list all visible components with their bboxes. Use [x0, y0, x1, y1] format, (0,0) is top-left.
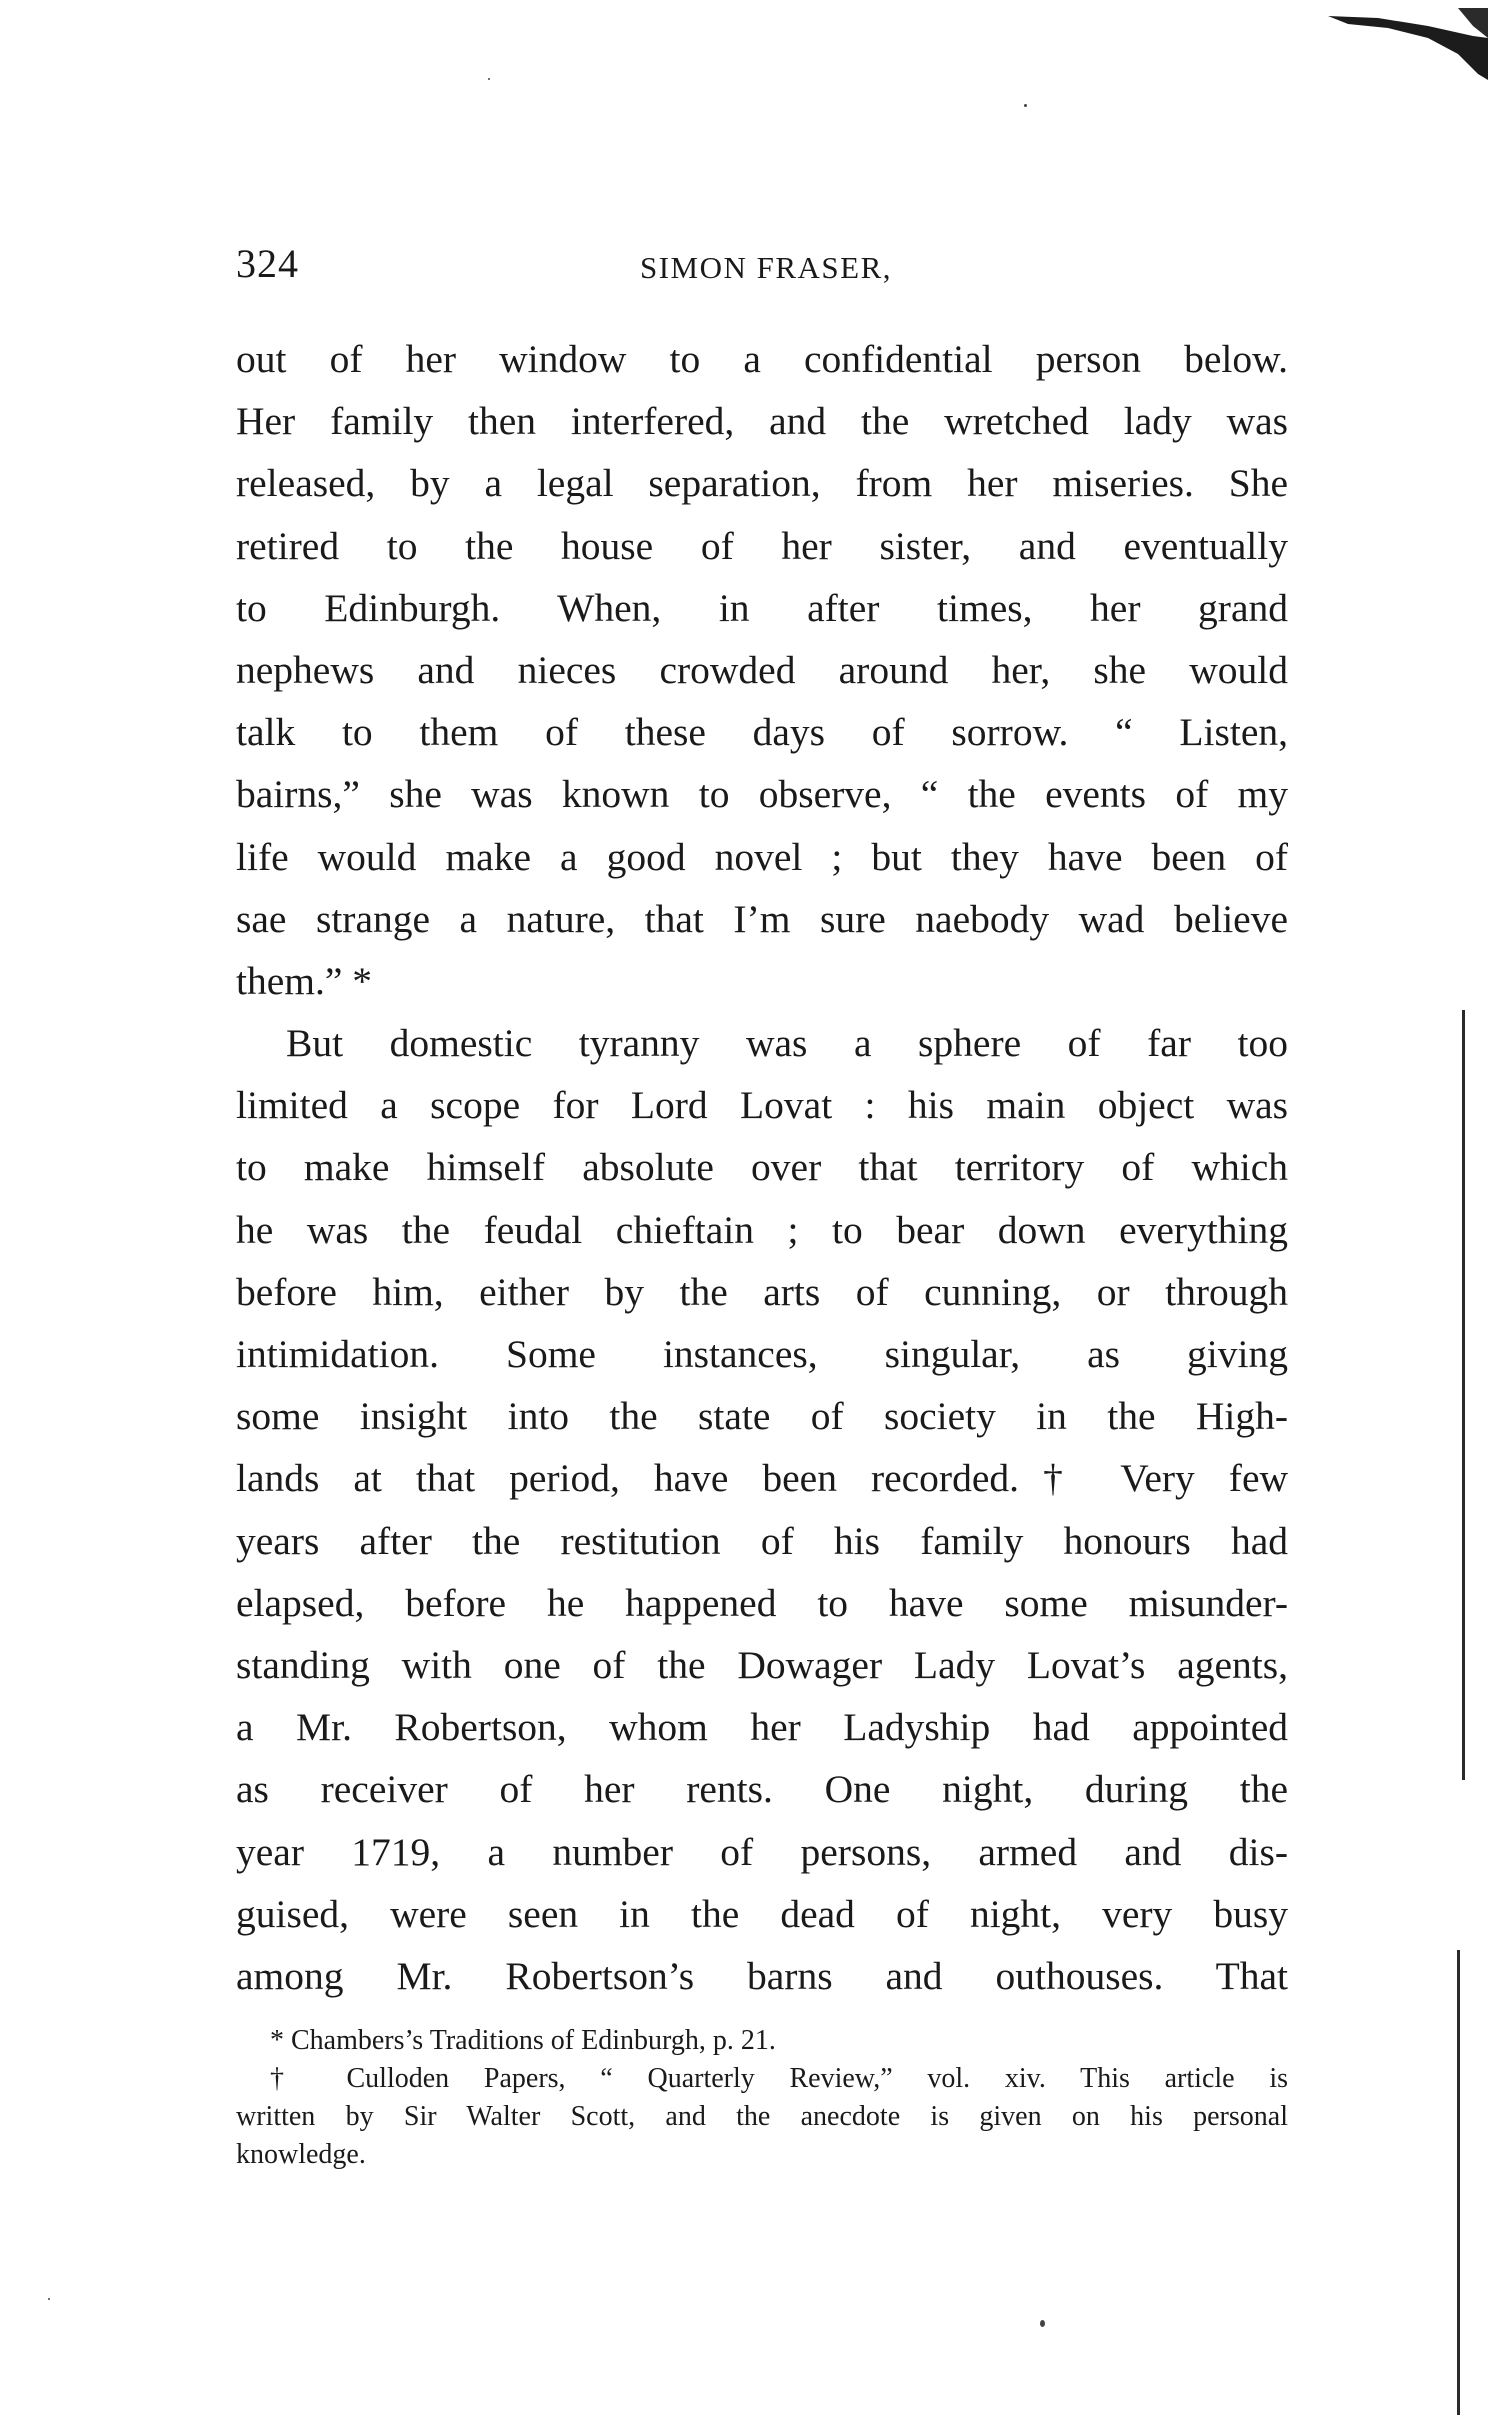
text-line: a Mr. Robertson, whom her Ladyship had appointed	[236, 1705, 1288, 1750]
text-line: sae strange a nature, that I’m sure naebody wad believe	[236, 896, 1288, 941]
speck	[48, 2298, 50, 2300]
text-line: life would make a good novel ; but they have been of	[236, 834, 1288, 879]
text-line: as receiver of her rents. One night, during the	[236, 1767, 1288, 1812]
text-line: among Mr. Robertson’s barns and outhouses. That	[236, 1953, 1288, 1998]
text-line: standing with one of the Dowager Lady Lovat’s agents,	[236, 1642, 1288, 1687]
footnote-chambers: * Chambers’s Traditions of Edinburgh, p. 21.	[270, 2025, 776, 2056]
text-line: lands at that period, have been recorded.† Very few	[236, 1456, 1288, 1501]
text-line: intimidation. Some instances, singular, as giving	[236, 1332, 1288, 1376]
text-line: them.” *	[236, 958, 373, 1003]
text-line: out of her window to a confidential person below.	[236, 337, 1288, 381]
text-line: elapsed, before he happened to have some misunder-	[236, 1580, 1288, 1625]
text-line: nephews and nieces crowded around her, she would	[236, 647, 1288, 692]
right-edge-line-upper	[1462, 1010, 1465, 1780]
page-header	[236, 240, 1296, 310]
body-text	[236, 328, 1288, 2007]
footnote-culloden-continued: written by Sir Walter Scott, and the anecdote is given on his personal	[236, 2101, 1288, 2132]
text-line: guised, were seen in the dead of night, very busy	[236, 1891, 1288, 1936]
footnote-culloden: † Culloden Papers, “ Quarterly Review,” vol. xiv. This article is	[270, 2063, 1288, 2094]
text-line: limited a scope for Lord Lovat : his main object was	[236, 1083, 1288, 1128]
text-line: retired to the house of her sister, and eventually	[236, 523, 1288, 568]
speck	[488, 78, 490, 80]
text-line: some insight into the state of society in the High-	[236, 1394, 1288, 1439]
speck	[1024, 104, 1027, 107]
page-number: 324	[236, 241, 299, 286]
text-line: released, by a legal separation, from her miseries. She	[236, 461, 1288, 506]
footnotes	[236, 2022, 1288, 2174]
running-head: SIMON FRASER,	[639, 250, 893, 285]
text-line: before him, either by the arts of cunning, or through	[236, 1269, 1288, 1314]
speck	[1040, 2320, 1045, 2327]
footnote-culloden-end: knowledge.	[236, 2139, 366, 2170]
text-line: Her family then interfered, and the wretched lady was	[236, 399, 1288, 444]
text-line: year 1719, a number of persons, armed and dis-	[236, 1829, 1288, 1874]
text-line: But domestic tyranny was a sphere of far too	[286, 1021, 1288, 1066]
right-edge-line-lower	[1457, 1950, 1460, 2415]
scan-corner-artifact	[1308, 8, 1488, 83]
text-line: he was the feudal chieftain ; to bear down everything	[236, 1207, 1288, 1252]
text-line: years after the restitution of his family honours had	[236, 1518, 1288, 1563]
text-line: bairns,” she was known to observe, “ the events of my	[236, 772, 1288, 817]
text-line: talk to them of these days of sorrow. “ Listen,	[236, 710, 1288, 755]
text-line: to make himself absolute over that territory of which	[236, 1145, 1288, 1190]
text-line: to Edinburgh. When, in after times, her grand	[236, 585, 1288, 630]
